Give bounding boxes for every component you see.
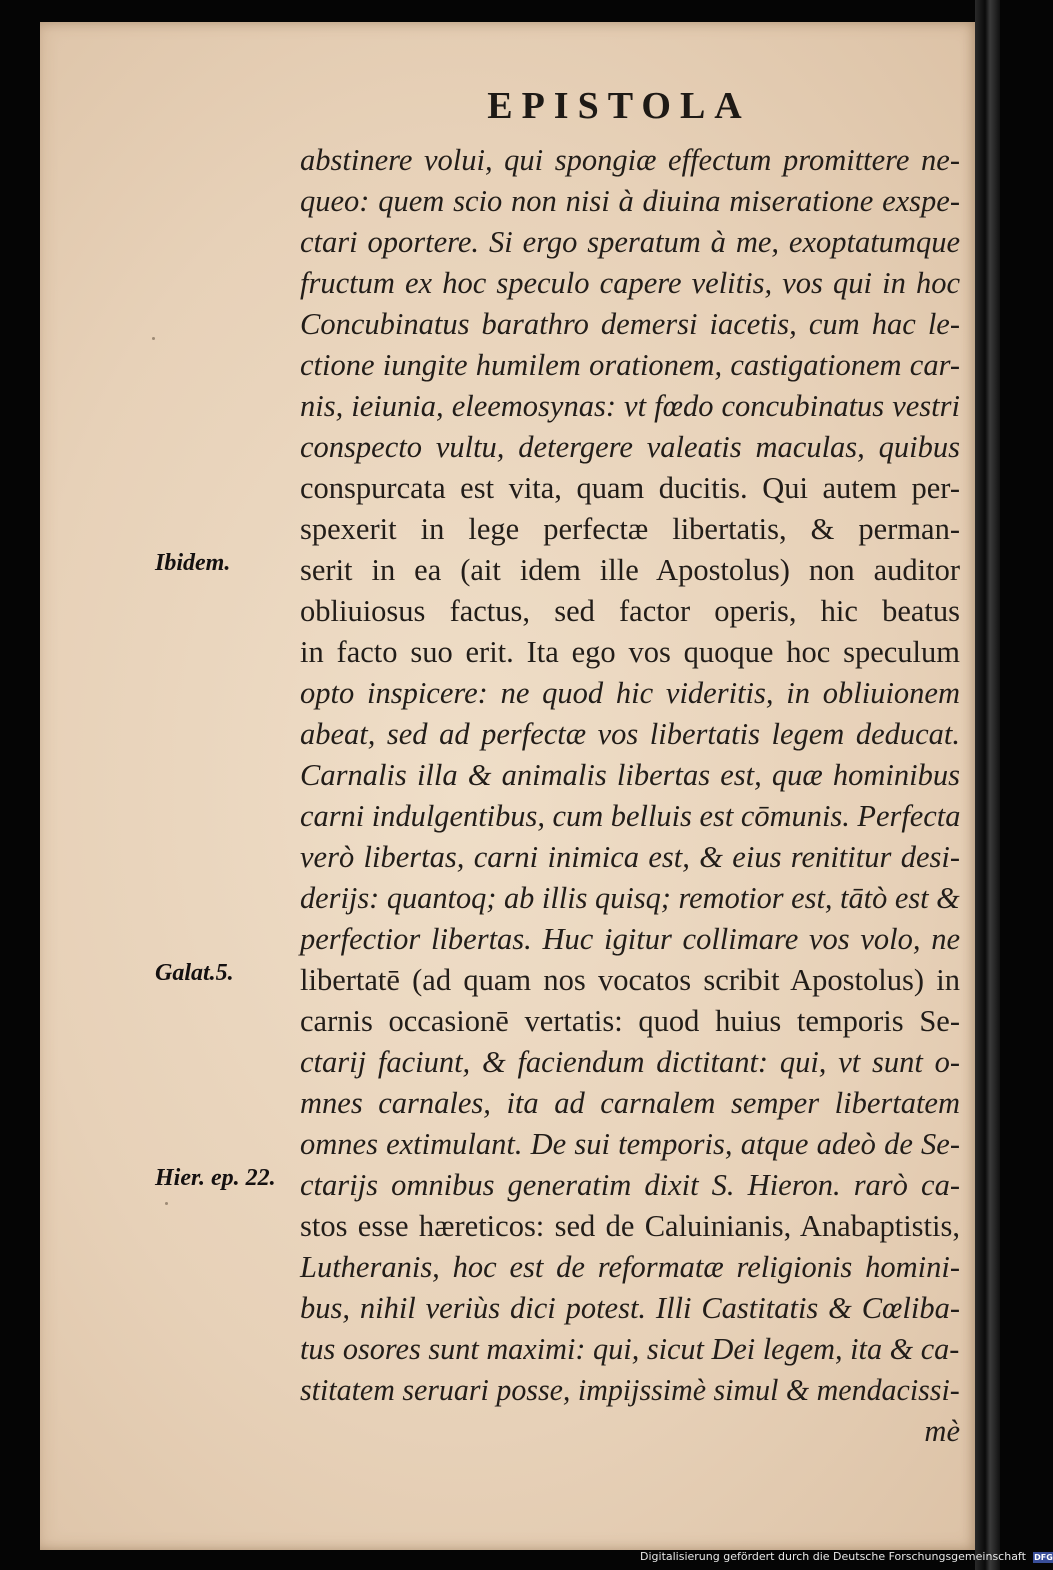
margin-note-ibidem: Ibidem. [155, 550, 231, 576]
text-line: Lutheranis, hoc est de reformatæ religionis homini- [300, 1250, 960, 1284]
text-line: fructum ex hoc speculo capere velitis, vos qui in hoc [300, 266, 960, 300]
text-line: ctarijs omnibus generatim dixit S. Hieron. rarò ca- [300, 1168, 960, 1202]
text-line: stos esse hæreticos: sed de Caluinianis, Anabaptistis, [300, 1209, 960, 1243]
text-line: carni indulgentibus, cum belluis est cōmunis. Perfecta [300, 799, 961, 833]
text-line: serit in ea (ait idem ille Apostolus) non auditor [300, 553, 960, 587]
text-line: ctari oportere. Si ergo speratum à me, exoptatumque [300, 225, 960, 259]
text-line: abstinere volui, qui spongiæ effectum promittere ne- [300, 143, 960, 177]
text-line: opto inspicere: ne quod hic videritis, in obliuionem [300, 676, 960, 710]
text-line: verò libertas, carni inimica est, & eius renititur desi- [300, 840, 960, 874]
text-line: derijs: quantoq; ab illis quisq; remotior est, tātò est & [300, 881, 960, 915]
text-line: bus, nihil veriùs dici potest. Illi Castitatis & Cœliba- [300, 1291, 960, 1325]
text-line: spexerit in lege perfectæ libertatis, & perman- [300, 512, 960, 546]
text-line: queo: quem scio non nisi à diuina miseratione exspe- [300, 184, 960, 218]
book-spine-edge [975, 0, 1000, 1570]
text-line: mnes carnales, ita ad carnalem semper libertatem [300, 1086, 960, 1120]
text-line: abeat, sed ad perfectæ vos libertatis legem deducat. [300, 717, 960, 751]
margin-note-galat: Galat.5. [155, 960, 234, 986]
text-line: ctione iungite humilem orationem, castigationem car- [300, 348, 960, 382]
text-line: nis, ieiunia, eleemosynas: vt fœdo concubinatus vestri [300, 389, 960, 423]
text-line: tus osores sunt maximi: qui, sicut Dei legem, ita & ca- [300, 1332, 960, 1366]
text-line: conspecto vultu, detergere valeatis maculas, quibus [300, 430, 960, 464]
catchword: mè [924, 1414, 960, 1448]
paper-speck [152, 337, 155, 340]
text-line: conspurcata est vita, quam ducitis. Qui autem per- [300, 471, 960, 505]
margin-note-hier: Hier. ep. 22. [155, 1165, 276, 1191]
text-line: perfectior libertas. Huc igitur collimare vos volo, ne [300, 922, 960, 956]
text-line: libertatē (ad quam nos vocatos scribit Apostolus) in [300, 963, 960, 997]
running-title: EPISTOLA [487, 85, 751, 127]
credit-text: Digitalisierung gefördert durch die Deutsche Forschungsgemeinschaft [640, 1550, 1026, 1563]
text-line: omnes extimulant. De sui temporis, atque adeò de Se- [300, 1127, 960, 1161]
digitization-credit [640, 1550, 1053, 1563]
text-line: carnis occasionē vertatis: quod huius temporis Se- [300, 1004, 960, 1038]
paper-speck [165, 1202, 168, 1205]
text-line: stitatem seruari posse, impijssimè simul & mendacissi- [300, 1373, 960, 1407]
book-page [40, 22, 978, 1550]
text-line: Concubinatus barathro demersi iacetis, cum hac le- [300, 307, 960, 341]
text-line: in facto suo erit. Ita ego vos quoque hoc speculum [300, 635, 960, 669]
body-text [300, 140, 960, 1452]
text-line: Carnalis illa & animalis libertas est, quæ hominibus [300, 758, 960, 792]
dfg-logo-icon: DFG [1034, 1552, 1053, 1562]
text-line: ctarij faciunt, & faciendum dictitant: qui, vt sunt o- [300, 1045, 960, 1079]
text-line: obliuiosus factus, sed factor operis, hic beatus [300, 594, 960, 628]
